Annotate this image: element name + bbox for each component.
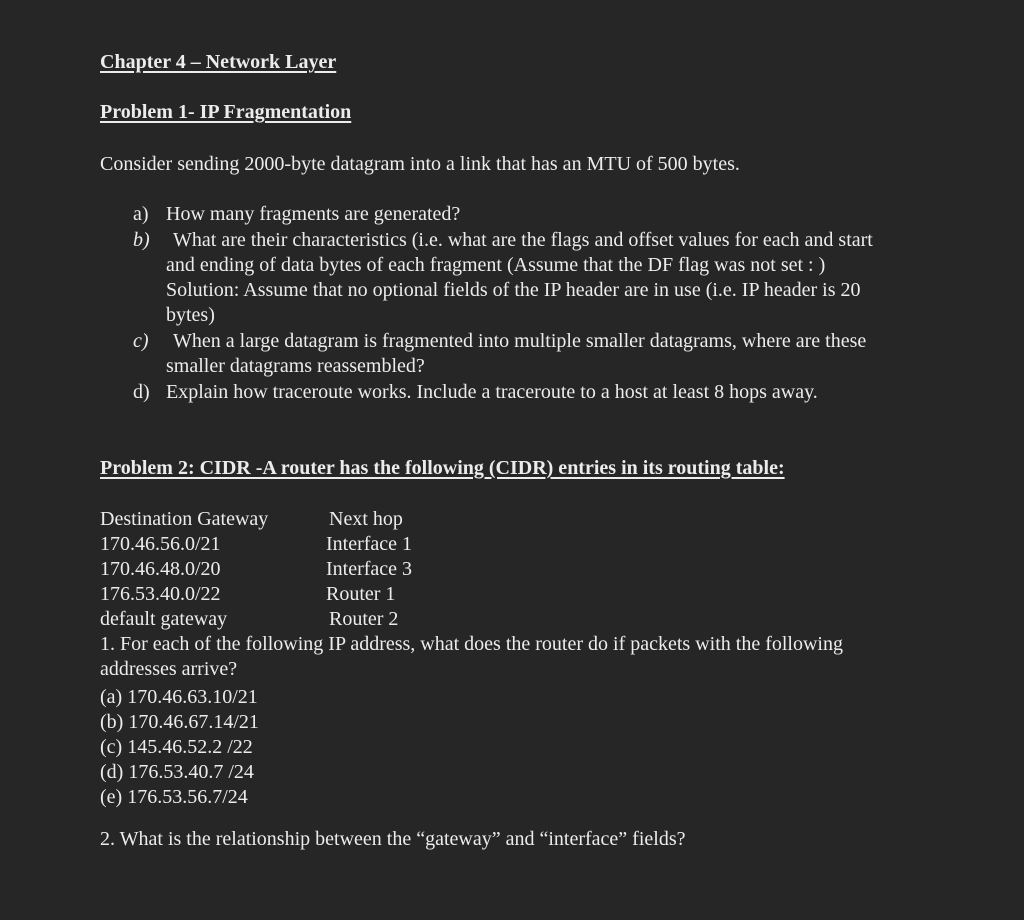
address-e: (e) 176.53.56.7/24 <box>100 786 248 808</box>
table-row-2-destination: 170.46.48.0/20 <box>100 558 221 580</box>
table-row-3-next-hop: Router 1 <box>326 583 396 605</box>
question-b-text-line1: What are their characteristics (i.e. what are the flags and offset values for each and start <box>173 229 873 251</box>
address-d: (d) 176.53.40.7 /24 <box>100 761 254 783</box>
question-d-label: d) <box>133 381 150 403</box>
question-b-text-line2: and ending of data bytes of each fragment (Assume that the DF flag was not set : ) <box>166 254 826 276</box>
table-row-4-next-hop: Router 2 <box>329 608 399 630</box>
problem2-question2: 2. What is the relationship between the “gateway” and “interface” fields? <box>100 828 686 850</box>
question-c-text-line2: smaller datagrams reassembled? <box>166 355 425 377</box>
question-c-text-line1: When a large datagram is fragmented into multiple smaller datagrams, where are these <box>173 330 867 352</box>
table-row-2-next-hop: Interface 3 <box>326 558 413 580</box>
problem1-title: Problem 1- IP Fragmentation <box>100 101 352 123</box>
problem2-question1-line2: addresses arrive? <box>100 658 238 680</box>
problem2-title: Problem 2: CIDR -A router has the following (CIDR) entries in its routing table: <box>100 457 785 479</box>
table-row-3-destination: 176.53.40.0/22 <box>100 583 221 605</box>
table-row-4-destination: default gateway <box>100 608 228 630</box>
address-a: (a) 170.46.63.10/21 <box>100 686 258 708</box>
question-b-label: b) <box>133 229 150 251</box>
table-row-1-destination: 170.46.56.0/21 <box>100 533 221 555</box>
question-b-text-line4: bytes) <box>166 304 215 326</box>
chapter-title: Chapter 4 – Network Layer <box>100 51 337 73</box>
table-header-next-hop: Next hop <box>329 508 403 530</box>
question-c-label: c) <box>133 330 149 352</box>
table-row-1-next-hop: Interface 1 <box>326 533 413 555</box>
table-header-destination: Destination Gateway <box>100 508 269 530</box>
question-b-text-line3: Solution: Assume that no optional fields of the IP header are in use (i.e. IP header is 20 <box>166 279 861 301</box>
address-b: (b) 170.46.67.14/21 <box>100 711 259 733</box>
address-c: (c) 145.46.52.2 /22 <box>100 736 253 758</box>
problem1-intro: Consider sending 2000-byte datagram into a link that has an MTU of 500 bytes. <box>100 153 740 175</box>
problem2-question1-line1: 1. For each of the following IP address, what does the router do if packets with the following <box>100 633 843 655</box>
question-a-label: a) <box>133 203 149 225</box>
question-d-text: Explain how traceroute works. Include a traceroute to a host at least 8 hops away. <box>166 381 818 403</box>
question-a-text: How many fragments are generated? <box>166 203 461 225</box>
